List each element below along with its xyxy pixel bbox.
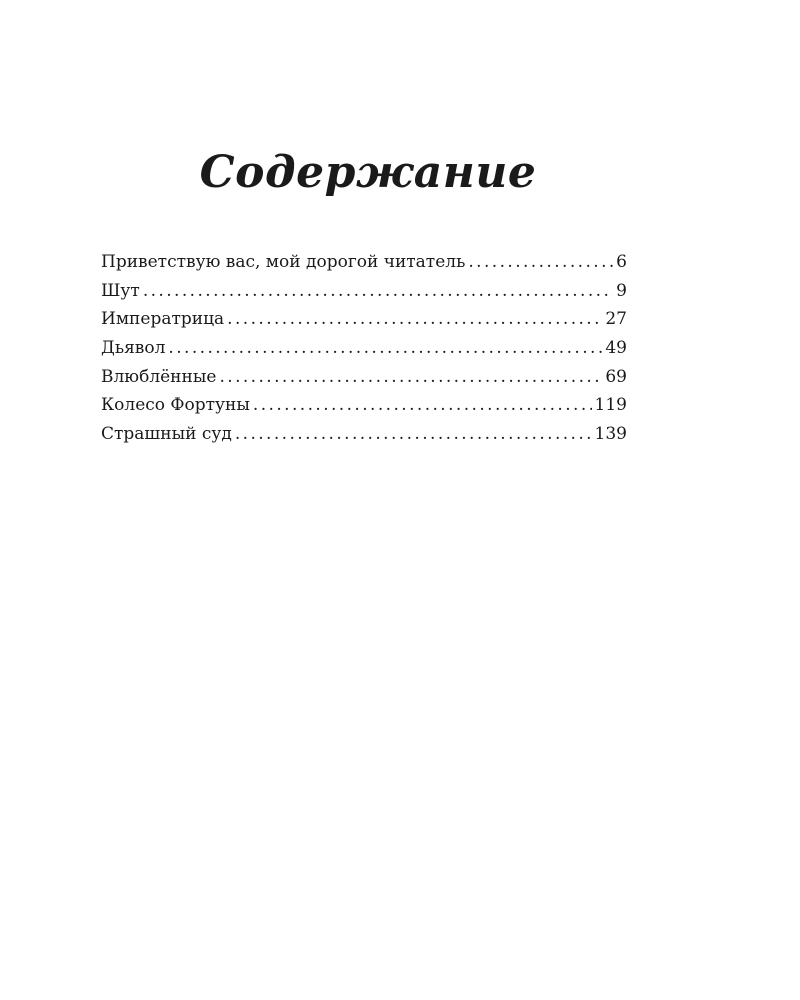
toc-entry-title: Колесо Фортуны [101,395,250,416]
toc-page-number: 27 [605,309,627,330]
toc-entry-title: Дьявол [101,338,166,359]
table-of-contents [101,248,627,449]
toc-page-number: 9 [616,280,627,301]
toc-page-number: 139 [594,424,627,445]
toc-entry [101,277,627,306]
toc-entry-title: Шут [101,280,140,301]
toc-entry-title: Влюблённые [101,366,217,387]
toc-page-number: 6 [616,252,627,272]
toc-entry-title: Страшный суд [101,424,232,445]
toc-entry [101,334,627,363]
toc-entry [101,305,627,334]
dot-leader [143,277,613,306]
dot-leader [235,420,592,449]
toc-entry [101,420,627,449]
dot-leader [253,391,592,420]
toc-page-number: 49 [605,338,627,359]
toc-page-number: 119 [594,395,627,416]
dot-leader [168,334,602,363]
toc-page-number: 69 [605,366,627,387]
page-title: Содержание [199,147,537,199]
dot-leader [468,248,613,277]
toc-entry-title: Приветствую вас, мой дорогой читатель [101,252,466,272]
dot-leader [227,305,602,334]
toc-entry [101,248,627,277]
dot-leader [219,363,602,392]
toc-entry [101,363,627,392]
toc-entry [101,391,627,420]
toc-entry-title: Императрица [101,309,225,330]
